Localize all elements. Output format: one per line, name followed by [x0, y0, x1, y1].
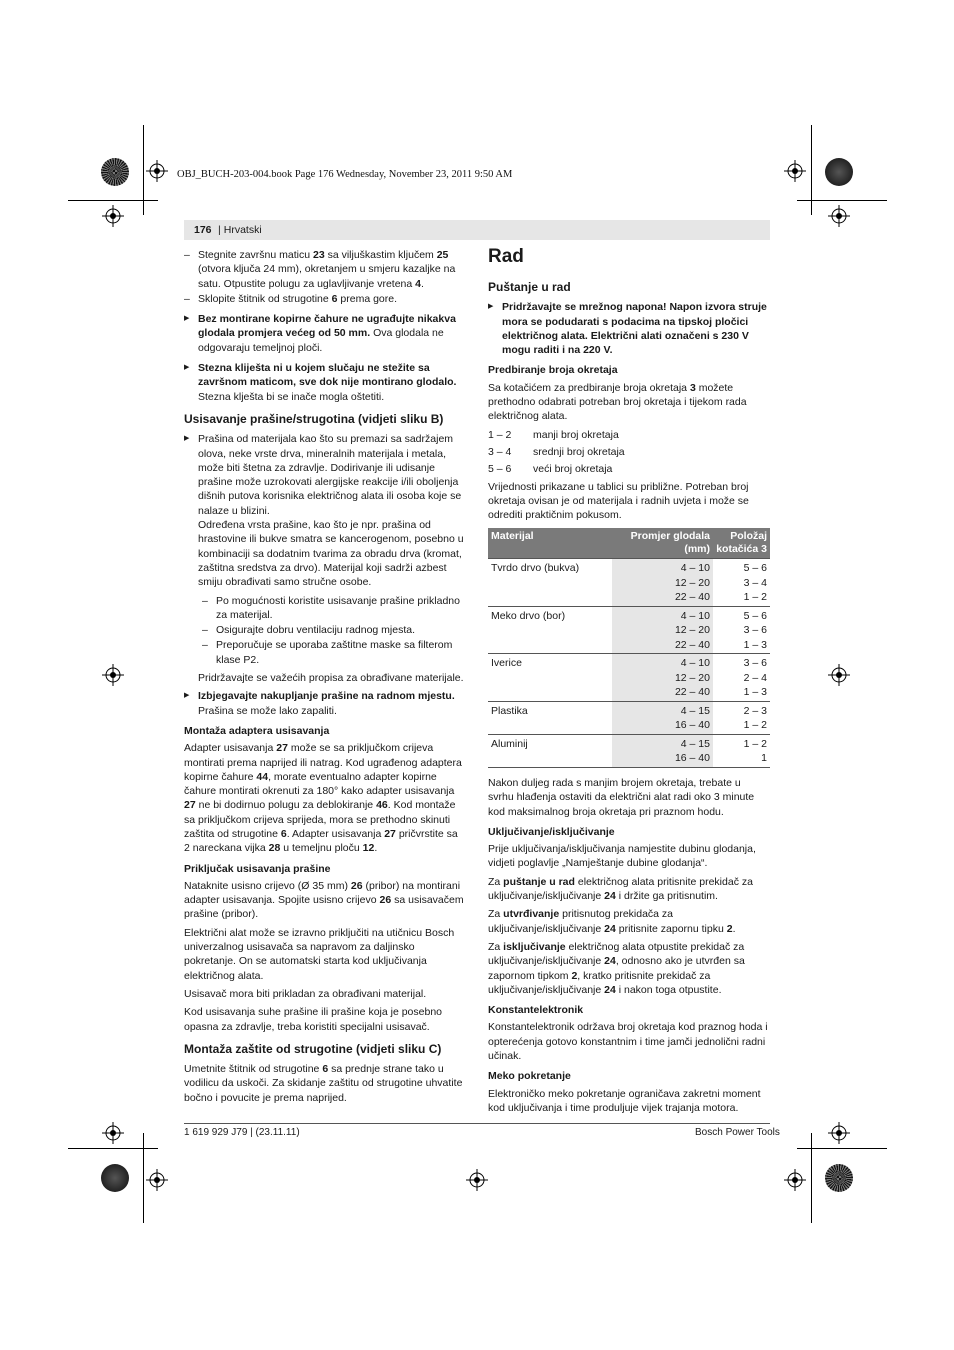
material-cell: Tvrdo drvo (bukva) [488, 559, 612, 607]
paragraph: Umetnite štitnik od strugotine 6 sa prednje strane tako u vodilicu da uskoči. Za skidanje zaštitu od strugotine uhvatite bočno i povucite je prema naprijed. [184, 1063, 463, 1104]
footer-doc-number: 1 619 929 J79 | (23.11.11) [184, 1127, 300, 1138]
diameter-value: 4 – 15 [680, 737, 710, 750]
position-cell [713, 701, 770, 734]
diameter-value: 12 – 20 [674, 671, 710, 684]
position-value: 5 – 6 [743, 609, 767, 622]
warning-item: ▶ Stezna kliješta ni u kojem slučaju ne stežite sa završnom maticom, sve dok nije montirano glodalo. Stezna klješta bi se inače mogla oštetiti. [184, 361, 464, 404]
speed-range-row: 5 – 6 veći broj okretaja [488, 463, 613, 476]
position-value: 1 – 3 [743, 638, 767, 651]
paragraph: Elektroničko meko pokretanje ograničava zakretni moment kod uključivanja i time produljuje vijek trajanja motora. [488, 1087, 761, 1114]
paragraph: Nataknite usisno crijevo (Ø 35 mm) 26 (pribor) na montirani adapter usisavanja. Spojite usisno crijevo 26 sa usisavačem prašine (pribor). [184, 879, 464, 921]
table-row [488, 701, 770, 734]
material-cell: Aluminij [488, 734, 612, 767]
paragraph: Adapter usisavanja 27 može se sa priključkom crijeva montirati prema naprijed ili natrag. Kod ugrađenog adaptera kopirne čahure 44, morate eventualno adapter kopirne čahure montirati okrenuti za 180° kako adapter usisavanja 27 ne bi dodirnuo polugu za deblokiranje 46. Kod montaže sa priključkom crijeva sprijeda, mora se prethodno skinuti zaštita od strugotine 6. Adapter usisavanja 27 pričvrstite sa 2 nareckana vijka 28 u temeljnu ploču 12. [184, 742, 462, 855]
position-value: 3 – 6 [743, 624, 767, 637]
position-cell [713, 734, 770, 767]
registration-crosshair-icon [784, 160, 806, 182]
footer-brand: Bosch Power Tools [695, 1127, 780, 1138]
position-value: 2 – 4 [743, 671, 767, 684]
material-cell: Plastika [488, 701, 612, 734]
position-value: 3 – 6 [743, 657, 767, 670]
position-value: 1 – 2 [743, 591, 767, 604]
registration-crosshair-icon [102, 664, 124, 686]
diameter-cell [612, 701, 713, 734]
position-value: 1 – 2 [743, 719, 767, 732]
diameter-value: 22 – 40 [674, 686, 710, 699]
dash-item: – Osigurajte dobru ventilaciju radnog mjesta. [202, 623, 464, 637]
diameter-cell [612, 606, 713, 654]
diameter-value: 4 – 15 [680, 704, 710, 717]
table-header-row [488, 528, 770, 559]
speed-range-row: 3 – 4 srednji broj okretaja [488, 445, 625, 458]
position-value: 2 – 3 [743, 704, 767, 717]
table-row [488, 606, 770, 654]
paragraph: Za isključivanje električnog alata otpustite prekidač za uključivanje/isključivanje 24, odnosno ako je utvrđen sa zapornom tipkom 2, kratko pritisnite prekidač za uključivanje/isključivanje 24 i nakon toga otpustite. [488, 940, 745, 996]
section-name: | Hrvatski [218, 223, 262, 237]
registration-crosshair-icon [828, 1122, 850, 1144]
dash-item: – Sklopite štitnik od strugotine 6 prema gore. [184, 292, 464, 306]
diameter-value: 4 – 10 [680, 657, 710, 670]
registration-crosshair-icon [146, 1169, 168, 1191]
paragraph: Pridržavajte se važećih propisa za obrađivane materijale. [198, 672, 464, 685]
dash-item: – Po mogućnosti koristite usisavanje prašine prikladno za materijal. [202, 594, 464, 623]
registration-crosshair-icon [828, 664, 850, 686]
file-info: OBJ_BUCH-203-004.book Page 176 Wednesday, November 23, 2011 9:50 AM [177, 169, 513, 180]
dash-item: – Stegnite završnu maticu 23 sa viljuškastim ključem 25 (otvora ključa 24 mm), okretanjem u smjeru kazaljke na satu. Otpustite polugu za uglavljivanje vretena 4. [184, 248, 464, 291]
paragraph: Nakon duljeg rada s manjim brojem okretaja, trebate u svrhu hlađenja ostaviti da električni alat radi oko 3 minute kod maksimalnog broja okretaja pri praznom hodu. [488, 776, 755, 818]
warning-item: ▶ Prašina od materijala kao što su premazi sa sadržajem olova, neke vrste drva, mineralnih materijala i metala, može biti štetna za zdravlje. Dodirivanje ili udisanje prašine može uzrokovati alergijske reakcije i/ili oboljenja dišnih putova korisnika električnog alata ili osoba koje se nalaze u blizini. [184, 432, 464, 518]
speed-range-row: 1 – 2 manji broj okretaja [488, 428, 619, 441]
paragraph: Određena vrsta prašine, kao što je npr. prašina od hrastovine ili bukve smatra se kancerogenom, posebno u kombinaciji sa dodatnim tvarima za obradu drva (kromat, zaštitna sredstva za drvo). Materijal koji sadrži azbest smiju obrađivati samo stručne osobe. [198, 519, 464, 589]
section-heading: Priključak usisavanja prašine [184, 862, 331, 875]
diameter-cell [612, 559, 713, 607]
material-cell: Meko drvo (bor) [488, 606, 612, 654]
registration-crosshair-icon [102, 1122, 124, 1144]
diameter-value: 12 – 20 [674, 576, 710, 589]
diameter-value: 4 – 10 [680, 562, 710, 575]
page-number: 176 [194, 224, 212, 236]
chapter-title: Rad [488, 246, 524, 267]
position-value: 1 – 2 [743, 737, 767, 750]
material-cell: Iverice [488, 654, 612, 702]
paragraph: Kod usisavanja suhe prašine ili prašine koja je posebno opasna za zdravlje, treba koristiti specijalni usisavač. [184, 1006, 442, 1033]
dash-item: – Preporučuje se uporaba zaštitne maske sa filterom klase P2. [202, 638, 464, 667]
registration-disc [825, 1164, 853, 1192]
diameter-value: 16 – 40 [674, 719, 710, 732]
page-header-bar [184, 220, 770, 240]
position-value: 1 – 3 [743, 686, 767, 699]
paragraph: Usisavač mora biti prikladan za obrađivani materijal. [184, 987, 427, 1000]
paragraph: Vrijednosti prikazane u tablici su približne. Potreban broj okretaja ovisan je od materijala i radnih uvjeta i može se odrediti praktičnim pokusom. [488, 480, 749, 522]
speed-table [488, 528, 770, 768]
diameter-value: 12 – 20 [674, 624, 710, 637]
paragraph: Sa kotačićem za predbiranje broja okretaja 3 možete prethodno odabrati potreban broj okretaja i tijekom rada električnog alata. [488, 381, 747, 423]
registration-crosshair-icon [466, 1169, 488, 1191]
registration-disc [101, 1164, 129, 1192]
registration-crosshair-icon [784, 1169, 806, 1191]
table-row [488, 559, 770, 607]
section-heading: Predbiranje broja okretaja [488, 364, 618, 377]
warning-item: ▶ Izbjegavajte nakupljanje prašine na radnom mjestu. Prašina se može lako zapaliti. [184, 689, 464, 718]
position-cell [713, 606, 770, 654]
diameter-value: 16 – 40 [674, 752, 710, 765]
paragraph: Za utvrđivanje pritisnutog prekidača za uključivanje/isključivanje 24 pritisnite zapornu tipku 2. [488, 908, 736, 935]
position-value: 5 – 6 [743, 562, 767, 575]
diameter-cell [612, 734, 713, 767]
diameter-value: 4 – 10 [680, 609, 710, 622]
registration-crosshair-icon [102, 205, 124, 227]
section-heading: Meko pokretanje [488, 1070, 571, 1083]
position-cell [713, 559, 770, 607]
section-heading: Montaža adaptera usisavanja [184, 724, 330, 737]
registration-crosshair-icon [828, 205, 850, 227]
diameter-value: 22 – 40 [674, 591, 710, 604]
table-row [488, 734, 770, 767]
section-heading: Puštanje u rad [488, 280, 571, 294]
right-column [488, 248, 768, 1119]
section-heading: Usisavanje prašine/strugotina (vidjeti sliku B) [184, 411, 444, 426]
table-header: Materijal [488, 528, 612, 559]
left-column [184, 248, 464, 1109]
registration-disc [101, 158, 129, 186]
table-row [488, 654, 770, 702]
paragraph: Električni alat može se izravno priključiti na utičnicu Bosch univerzalnog usisavača sa napravom za daljinsko pokretanje. On se automatski starta kod uključivanja električnog alata. [184, 926, 455, 982]
section-heading: Konstantelektronik [488, 1004, 584, 1017]
warning-item: ▶ Pridržavajte se mrežnog napona! Napon izvora struje mora se podudarati s podacima na tipskoj pločici električnog alata. Električni alati označeni s 230 V mogu raditi i na 220 V. [488, 300, 768, 357]
paragraph: Konstantelektronik održava broj okretaja kod praznog hoda i opterećenja gotovo konstantnim i time jamči jednolični radni učinak. [488, 1021, 768, 1062]
footer-rule [184, 1123, 770, 1124]
section-heading: Montaža zaštite od strugotine (vidjeti sliku C) [184, 1041, 442, 1056]
registration-disc [825, 158, 853, 186]
position-cell [713, 654, 770, 702]
diameter-cell [612, 654, 713, 702]
section-heading: Uključivanje/isključivanje [488, 825, 615, 838]
registration-crosshair-icon [146, 160, 168, 182]
warning-item: ▶ Bez montirane kopirne čahure ne ugrađujte nikakva glodala promjera većeg od 50 mm. Ova glodala ne odgovaraju temeljnoj ploči. [184, 312, 464, 355]
position-value: 3 – 4 [743, 576, 767, 589]
table-header: Položaj kotačića 3 [713, 528, 770, 559]
paragraph: Za puštanje u rad električnog alata pritisnite prekidač za uključivanje/isključivanje 24 i držite ga pritisnutim. [488, 875, 753, 903]
paragraph: Prije uključivanja/isključivanja namjestite dubinu glodanja, vidjeti poglavlje „Namještanje dubine glodanja“. [488, 843, 756, 870]
table-header: Promjer glodala (mm) [612, 528, 713, 559]
diameter-value: 22 – 40 [674, 638, 710, 651]
position-value: 1 [761, 752, 767, 765]
